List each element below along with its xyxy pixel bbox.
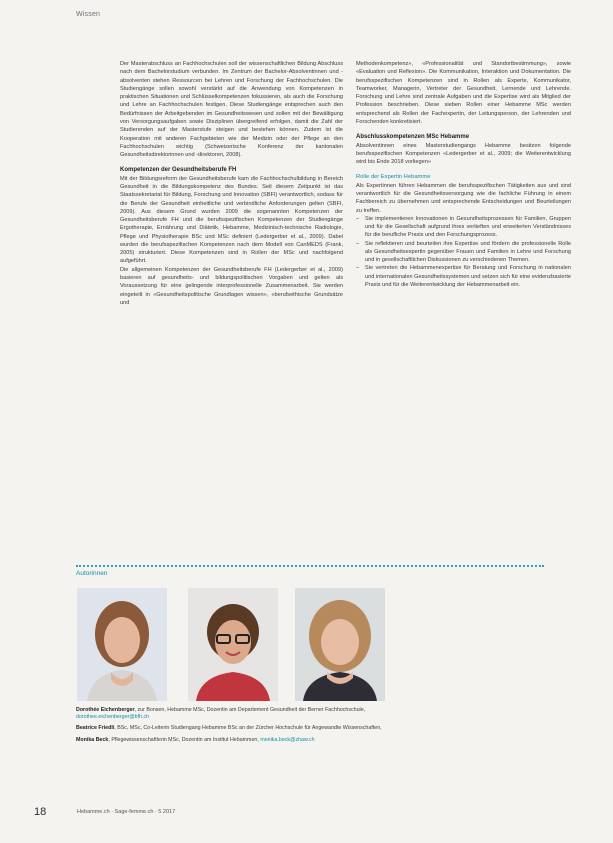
author-bio: Dorothée Eichenberger, zur Bonsen, Hebamme MSc, Dozentin am Departement Gesundheit der Berner Fachhochschule, dorothee.eichenberger@bfh.ch — [76, 707, 366, 721]
author-bios — [76, 707, 406, 748]
left-column — [120, 60, 343, 307]
section-heading-competencies: Kompetenzen der Gesundheitsberufe FH — [120, 167, 237, 174]
author-details: Pflegewissenschaftlerin MSc, Dozentin am Institut Hebammen, — [111, 736, 259, 743]
author-name: Monika Beck — [76, 736, 109, 743]
author-email-link[interactable]: monika.beck@zhaw.ch — [260, 736, 315, 743]
list-item: – Sie reflektieren und beurteilen ihre Expertise und fördern die professionelle Rolle als Gesundheitsexpertin gegenüber Frauen und Familien in Lehre und Forschung und in gesellschaftlichen Diskussionen zu verschiedenen Themen. — [356, 240, 571, 265]
author-bio: Monika Beck, Pflegewissenschaftlerin MSc, Dozentin am Institut Hebammen, monika.beck@zhaw.ch — [76, 736, 315, 743]
rubric-label: Wissen — [76, 11, 101, 18]
body-paragraph: Die allgemeinen Kompetenzen der Gesundheitsberufe FH (Ledergerber et al., 2009) basieren auf gesundheits- und bildungspolitischen Vorgaben und gelten als Voraussetzung für eine gelingende interprofessionelle Zusammenarbeit. Sie werden eingeteilt in «Gesundheitspolitische Grundlagen wissen», «berufsethische Grundsätze und — [120, 266, 343, 306]
list-item: – Sie vertreten die Hebammenexpertise für Beratung und Forschung in nationalen und internationalen Gesundheitssystemen und setzen sich für eine evidenzbasierte Praxis und für die Weiterentwicklung der Hebammenarbeit ein. — [356, 264, 571, 289]
body-paragraph: Mit der Bildungsreform der Gesundheitsberufe kam die Fachhochschulbildung in Bereich Gesundheit in die Bildungskompetenz des Bundes. Seit diesem Zeitpunkt ist das Staatssekretariat für Bildung, Forschung und Innovation (SBFI) verantwortlich, sodass für die Berufe der Gesundheit einheitliche und verbindliche Anforderungen gelten (SBFI, 2009). Aus diesem Grund wurden 2009 die sogenannten Kompetenzen der Gesundheitsberufe FH und die berufsspezifischen Kompetenzen der Studiengänge Ergotherapie, Ernährung und Diätetik, Hebamme, Medizinisch-technische Radiologie, Pflege und Physiotherapie BSc und MSc definiert (Ledergerber et al., 2009). Dabei wurden die berufsspezifischen Kompetenzen nach dem Modell von CanMEDS (Frank, 2005) strukturiert. Diese Kompetenzen sind in Rollen der MSc und nachfolgend aufgeführt. — [120, 175, 343, 265]
page-number: 18 — [34, 806, 47, 818]
author-photo-3 — [295, 588, 385, 701]
author-photo-1 — [77, 588, 167, 701]
author-email-link[interactable]: dorothee.eichenberger@bfh.ch — [76, 714, 150, 721]
authors-heading: Autorinnen — [76, 570, 108, 577]
section-divider — [76, 565, 544, 567]
author-details: BSc, MSc, Co-Leiterin Studiengang Hebamme BSc an der Zürcher Hochschule für Angewandte Wissenschaften, — [117, 725, 382, 732]
body-paragraph: Methodenkompetenz», «Professionalität und Standortbestimmung», sowie «Evaluation und Reflexion». Die Kommunikation, Interaktion und Dokumentation. Die berufsspezifischen Kompetenzen sind in Rollen als Experte, Kommunikator, Teamworker, Managerin, Vertreter der Gesundheit, Lernende und Lehrende. Forschung und Lehre sind zentrale Aufgaben und die Expertise wird als Mitglied der Profession beschrieben. Diese sieben Rollen einer Hebamme MSc werden entsprechend als Rollen der Fachexpertin, der Leitungsperson, der Lehrenden und Forschenden konkretisiert. — [356, 61, 571, 125]
body-paragraph: Als Expertinnen führen Hebammen die berufsspezifischen Tätigkeiten aus und sind verantwortlich für die Gesundheitsversorgung wie die fachliche Führung in einem Fachbereich zu übernehmen und entsprechende Entscheidungen und Beurteilungen zu treffen. — [356, 182, 571, 214]
author-photo-2 — [188, 588, 278, 701]
section-heading-msc: Abschlusskompetenzen MSc Hebamme — [356, 134, 470, 141]
author-name: Beatrice Friedli — [76, 725, 115, 732]
publication-footer: Hebamme.ch · Sage-femme.ch · 5 2017 — [77, 809, 176, 815]
right-column — [356, 60, 571, 289]
intro-paragraph: Der Masterabschluss an Fachhochschulen soll der wissenschaftlichen Bildung Abschluss nach dem Bachelorstudium verbunden. Im Zentrum der Bachelor-Absolventinnen und -absolventen stehen Ressourcen bei Lehren und Forschung der Fachhochschulen. Die Studiengänge sollen sowohl verstärkt auf die Anwendung von Kompetenzen in praktischen Situationen und Schlüsselkompetenzen fokussieren, als auch die Forschung und Lehre an Fachhochschulen festigen. Diese Studiengänge entsprechen auch den Bedürfnissen der Arbeitgebenden im Gesundheitswesen und sollen mit der Bewältigung von Versorgungsaufgaben sowie Disziplinen übergreifend erfolgen, damit die Zahl der Studierenden auf der Masterstufe steigen und bestehen können. Zudem ist die Kooperation mit anderen Fachgebieten wie der Medizin oder der Pflege an den Fachhochschulen wichtig (Schweizerische Konferenz der kantonalen Gesundheitsdirektorinnen und -direktoren, 2008). — [120, 61, 343, 159]
list-item: – Sie implementieren Innovationen in Gesundheitsprozessen für Familien, Gruppen und für die Gesellschaft aufgrund ihres vertieften und erweiterten Verständnisses für die berufliche Praxis und den Forschungsprozess. — [356, 215, 571, 240]
author-name: Dorothée Eichenberger — [76, 707, 135, 713]
competency-list — [356, 215, 571, 290]
author-bio: Beatrice Friedli, BSc, MSc, Co-Leiterin Studiengang Hebamme BSc an der Zürcher Hochschule für Angewandte Wissenschaften, — [76, 725, 382, 732]
author-details: zur Bonsen, Hebamme MSc, Dozentin am Departement Gesundheit der Berner Fachhochschule, — [137, 707, 366, 713]
subheading-expert-role: Rolle der Expertin Hebamme — [356, 174, 431, 181]
body-paragraph: Absolventinnen eines Masterstudiengangs Hebamme besitzen folgende berufsspezifischen Kompetenzen «Ledergerber et al., 2009; die Weiterentwicklung wird bis Ende 2018 vorliegen» — [356, 142, 571, 166]
